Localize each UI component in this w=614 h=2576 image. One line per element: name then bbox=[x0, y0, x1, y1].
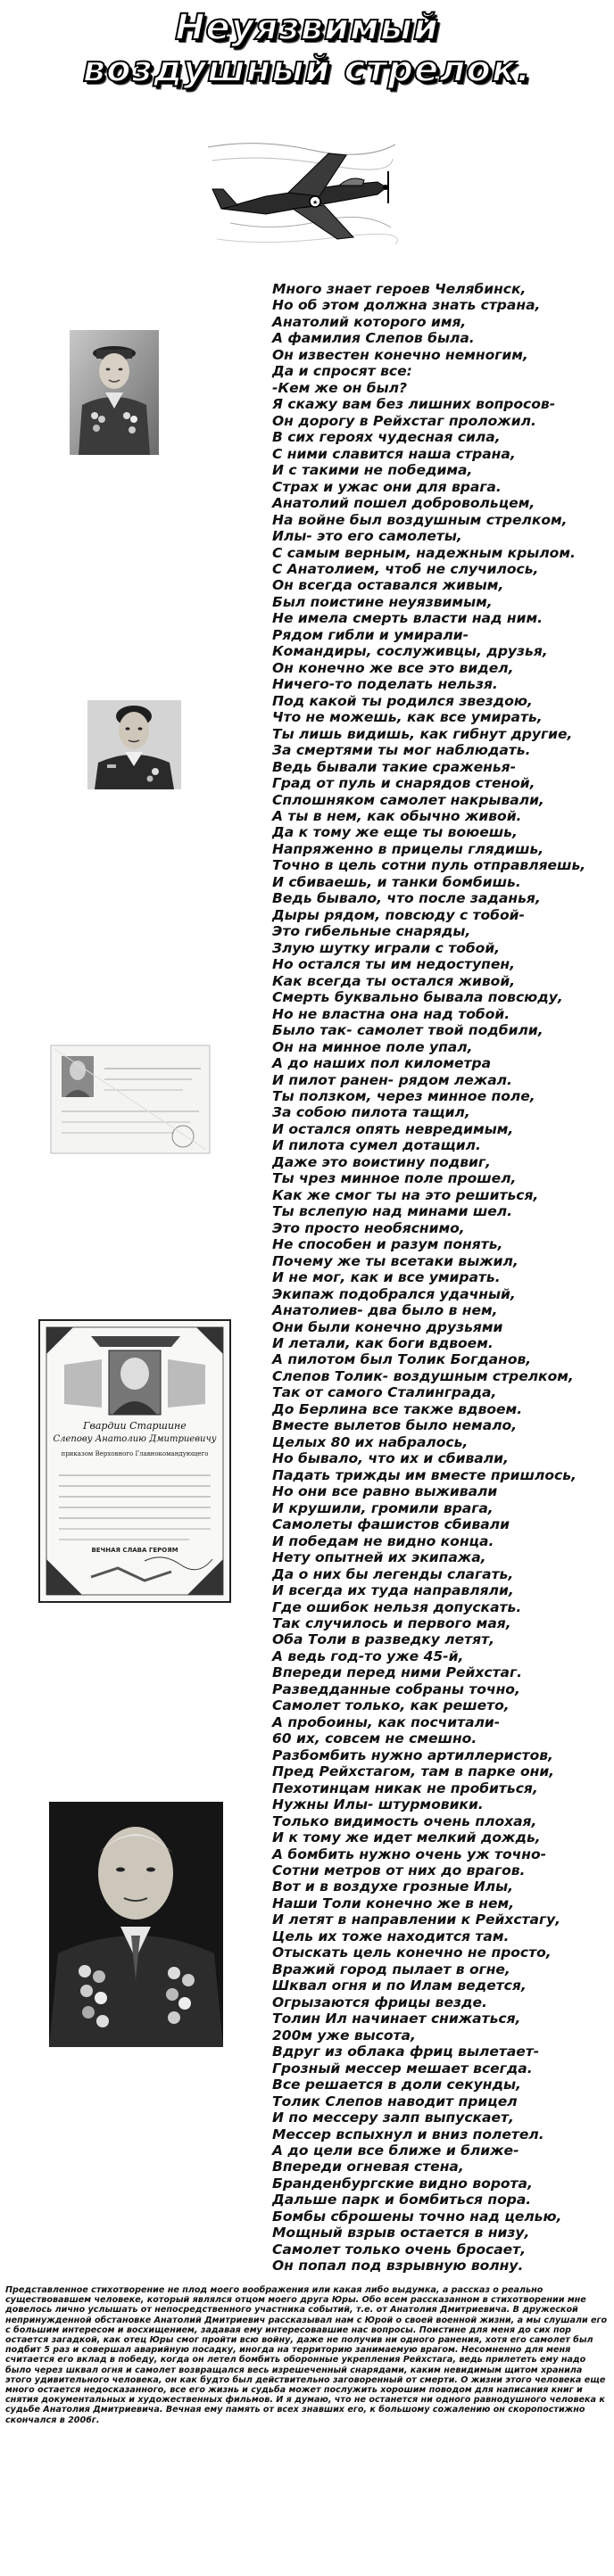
poem-line: -Кем же он был? bbox=[272, 379, 407, 396]
poem-line: Не способен и разум понять, bbox=[272, 1236, 503, 1253]
poem-line: Но они все равно выживали bbox=[272, 1483, 498, 1500]
poem-line: 200м уже высота, bbox=[272, 2027, 416, 2043]
poem-line: Они были конечно друзьями bbox=[272, 1318, 503, 1335]
poem-line: Пехотинцам никак не пробиться, bbox=[272, 1779, 538, 1796]
poem-line: Смерть буквально бывала повсюду, bbox=[272, 989, 563, 1006]
author-note: Представленное стихотворение не плод моего воображения или какая либо выдумка, а рассказ о реально существовавшем человеке, который являлся отцом моего друга Юры. Обо всем рассказанном в стихотворении мне довелось лично услышать от непосредственного участника событий, т.е. от Анатолия Дмитриевича. В дружеской непринужденной обстановке Анатолий Дмитриевич рассказывал нам с Юрой о своей военной жизни, а мы слушали его с большим интересом и восхищением, задавая ему интересовавшие нас вопросы. Поистине для меня до сих пор остается загадкой, как отец Юры смог пройти всю войну, даже не получив ни одного ранения, хотя его самолет был подбит 5 раз и совершал аварийную посадку, иногда на территорию занимаемую врагом. Несомненно для меня считается его вклад в победу, когда он летел бомбить оборонные укрепления Рейхстага, ведь прилететь ему надо было через шквал огня и самолет возвращался весь изрешеченный снарядами, каким невидимым щитом хранила этого удивительного человека, он как будто был действительно заговоренный от смерти. О жизни этого человека еще много остается недосказанного, все его жизнь и судьба может послужить хорошим поводом для написания книг и снятия документальных и художественных фильмов. И я думаю, что не останется ни одного равнодушного человека к судьбе Анатолия Дмитриевича. Вечная ему память от всех знавших его, к большому сожалению он скоропостижно скончался в 2006г. bbox=[5, 2285, 608, 2425]
award-certificate-graphic bbox=[37, 1318, 232, 1604]
poem-line: Что не можешь, как все умирать, bbox=[272, 709, 543, 726]
poem-line: Разбомбить нужно артиллеристов, bbox=[272, 1746, 553, 1763]
poem-line: Это просто необяснимо, bbox=[272, 1219, 465, 1236]
poem-line: Командиры, сослуживцы, друзья, bbox=[272, 643, 548, 660]
poem-line: Он на минное поле упал, bbox=[272, 1038, 473, 1055]
poem-line: И пилот ранен- рядом лежал. bbox=[272, 1071, 512, 1088]
poem-line: Илы- это его самолеты, bbox=[272, 528, 462, 545]
poem-line: Оба Толи в разведку летят, bbox=[272, 1631, 494, 1648]
poem-line: Даже это воистину подвиг, bbox=[272, 1153, 491, 1170]
poem-line: Вражий город пылает в огне, bbox=[272, 1961, 510, 1977]
poem-line: А ведь год-то уже 45-й, bbox=[272, 1647, 464, 1664]
il2-aircraft-drawing bbox=[203, 134, 400, 254]
poem-line: Вдруг из облака фриц вылетает- bbox=[272, 2043, 540, 2060]
poem-line: Ведь бывало, что после заданья, bbox=[272, 890, 541, 907]
poem-line: Только видимость очень плохая, bbox=[272, 1812, 537, 1829]
poem-line: Напряженно в прицелы глядишь, bbox=[272, 840, 544, 857]
page-title-line-1: Неуязвимый bbox=[175, 7, 439, 48]
poem-line: Толин Ил начинает снижаться, bbox=[272, 2010, 521, 2027]
poem-line: А пробоины, как посчитали- bbox=[272, 1713, 501, 1730]
poem-line: Ничего-то поделать нельзя. bbox=[272, 676, 498, 693]
svg-text:★: ★ bbox=[312, 199, 319, 206]
poem-line: Толик Слепов наводит прицел bbox=[272, 2093, 518, 2110]
poem-line: Впереди перед ними Рейхстаг. bbox=[272, 1664, 523, 1681]
poem-line: Слепов Толик- воздушным стрелком, bbox=[272, 1367, 574, 1384]
poem-line: Наши Толи конечно же в нем, bbox=[272, 1895, 515, 1911]
poem-line: И победам не видно конца. bbox=[272, 1532, 494, 1549]
poem-line: Все решается в доли секунды, bbox=[272, 2076, 521, 2093]
poem-line: За смертями ты мог наблюдать. bbox=[272, 742, 531, 759]
poem-line: Так случилось и первого мая, bbox=[272, 1614, 511, 1631]
poem-line: Да о них бы легенды слагать, bbox=[272, 1565, 514, 1582]
poem-line: За собою пилота тащил, bbox=[272, 1104, 470, 1121]
poem-line: Разведданные собраны точно, bbox=[272, 1680, 520, 1697]
poem-line: Анатолиев- два было в нем, bbox=[272, 1302, 498, 1319]
poem-line: И сбиваешь, и танки бомбишь. bbox=[272, 873, 521, 890]
poem-line: Целых 80 их набралось, bbox=[272, 1433, 469, 1450]
poem-line: А до цели все ближе и ближе- bbox=[272, 2142, 519, 2159]
poem-line: Дыры рядом, повсюду с тобой- bbox=[272, 906, 525, 923]
poem-line: Ты ползком, через минное поле, bbox=[272, 1087, 535, 1104]
poem-line: И всегда их туда направляли, bbox=[272, 1582, 514, 1599]
poem-line: И остался опять невредимым, bbox=[272, 1120, 514, 1137]
poem-line: А бомбить нужно очень уж точно- bbox=[272, 1845, 547, 1862]
poem-line: Нету опытней их экипажа, bbox=[272, 1549, 486, 1566]
poem-line: Да к тому же еще ты воюешь, bbox=[272, 824, 518, 841]
aircraft-illustration bbox=[203, 134, 400, 254]
poem-line: И летят в направлении к Рейхстагу, bbox=[272, 1911, 561, 1928]
poem-line: Падать трижды им вместе пришлось, bbox=[272, 1466, 577, 1483]
poem-line: Но остался ты им недоступен, bbox=[272, 956, 515, 973]
poem-line: С Анатолием, чтоб не случилось, bbox=[272, 560, 539, 577]
poem-line: И пилота сумел дотащил. bbox=[272, 1137, 481, 1154]
poem-line: Он известен конечно немногим, bbox=[272, 346, 528, 363]
poem-line: Анатолий пошел добровольцем, bbox=[272, 495, 535, 512]
poem-line: Он дорогу в Рейхстаг проложил. bbox=[272, 412, 536, 429]
portrait-veteran bbox=[49, 1802, 223, 2047]
poem-line: Вместе вылетов было немало, bbox=[272, 1417, 518, 1434]
portrait-young bbox=[87, 700, 181, 789]
poem-line: Страх и ужас они для врага. bbox=[272, 478, 502, 495]
poem-line: Злую шутку играли с тобой, bbox=[272, 939, 501, 956]
poem-line: Анатолий которого имя, bbox=[272, 313, 467, 330]
poem-line: Ведь бывали такие сраженья- bbox=[272, 758, 517, 775]
poem-line: Нужны Илы- штурмовики. bbox=[272, 1796, 484, 1813]
poem-line: Шквал огня и по Илам ведется, bbox=[272, 1977, 527, 1994]
poem-line: Но об этом должна знать страна, bbox=[272, 297, 541, 314]
poem-line: Вот и в воздухе грозные Илы, bbox=[272, 1878, 514, 1895]
poem-line: А ты в нем, как обычно живой. bbox=[272, 808, 522, 824]
poem-line: Огрызаются фрицы везде. bbox=[272, 1994, 487, 2010]
poem-line: Впереди огневая стена, bbox=[272, 2159, 464, 2176]
portrait-young-figure bbox=[87, 700, 181, 789]
portrait-uniform-figure bbox=[70, 330, 159, 455]
certificate-footer: ВЕЧНАЯ СЛАВА ГЕРОЯМ bbox=[91, 1547, 178, 1554]
poem-line: А до наших пол километра bbox=[272, 1055, 492, 1072]
certificate-name: Слепову Анатолию Дмитриевичу bbox=[53, 1434, 217, 1444]
poem-line: Точно в цель сотни пуль отправляешь, bbox=[272, 857, 586, 874]
poem-line: Самолет только, как решето, bbox=[272, 1697, 510, 1714]
poem-line: И не мог, как и все умирать. bbox=[272, 1269, 501, 1286]
poem-line: Под какой ты родился звездою, bbox=[272, 692, 533, 709]
poem-line: Но бывало, что их и сбивали, bbox=[272, 1450, 509, 1467]
poem-line: Ты лишь видишь, как гибнут другие, bbox=[272, 725, 573, 742]
poem-line: Пред Рейхстагом, там в парке они, bbox=[272, 1763, 555, 1780]
document-envelope bbox=[49, 1044, 212, 1155]
poem-line: В сих героях чудесная сила, bbox=[272, 429, 501, 446]
poem-line: И к тому же идет мелкий дождь, bbox=[272, 1829, 541, 1846]
poem-line: Но не властна она над тобой. bbox=[272, 1005, 510, 1022]
poem-line: И по мессеру залп выпускает, bbox=[272, 2110, 514, 2126]
poem-line: А пилотом был Толик Богданов, bbox=[272, 1351, 532, 1368]
poem-line: Самолеты фашистов сбивали bbox=[272, 1516, 510, 1533]
poem-line: Сплошняком самолет накрывали, bbox=[272, 791, 544, 808]
poem-line: Это гибельные снаряды, bbox=[272, 923, 471, 940]
poem-line: Рядом гибли и умирали- bbox=[272, 626, 469, 643]
poem-line: Самолет только очень бросает, bbox=[272, 2241, 527, 2258]
poem-line: И летали, как боги вдвоем. bbox=[272, 1335, 494, 1351]
award-certificate bbox=[37, 1318, 232, 1604]
poem-line: Он всегда оставался живым, bbox=[272, 577, 504, 594]
poem-line: Был поистине неуязвимым, bbox=[272, 593, 493, 610]
portrait-veteran-figure bbox=[49, 1802, 223, 2047]
poem-line: Не имела смерть власти над ним. bbox=[272, 610, 543, 627]
poem-line: Было так- самолет твой подбили, bbox=[272, 1022, 543, 1039]
poem-line: Мессер вспыхнул и вниз полетел. bbox=[272, 2126, 544, 2143]
page-title-line-2: воздушный стрелок. bbox=[82, 49, 532, 90]
poem bbox=[272, 281, 611, 2275]
poem-line: Много знает героев Челябинск, bbox=[272, 281, 527, 297]
poem-line: С самым верным, надежным крылом. bbox=[272, 544, 576, 561]
poem-line: Сотни метров от них до врагов. bbox=[272, 1862, 526, 1878]
poem-line: Цель их тоже находится там. bbox=[272, 1928, 510, 1944]
poem-line: Да и спросят все: bbox=[272, 363, 412, 380]
poem-line: Почему же ты всетаки выжил, bbox=[272, 1252, 519, 1269]
poem-line: С ними славится наша страна, bbox=[272, 445, 516, 462]
poem-line: Как же смог ты на это решиться, bbox=[272, 1186, 539, 1203]
poem-line: Отыскать цель конечно не просто, bbox=[272, 1944, 552, 1961]
certificate-body: приказом Верховного Главнокомандующего bbox=[61, 1450, 209, 1457]
portrait-uniform bbox=[70, 330, 159, 455]
poem-line: Так от самого Сталинграда, bbox=[272, 1384, 497, 1401]
poem-line: И крушили, громили врага, bbox=[272, 1499, 494, 1516]
poem-line: Мощный взрыв остается в низу, bbox=[272, 2225, 530, 2242]
poem-line: И с такими не победима, bbox=[272, 462, 473, 479]
poem-line: На войне был воздушным стрелком, bbox=[272, 511, 568, 528]
poem-line: Грозный мессер мешает всегда. bbox=[272, 2060, 533, 2076]
poem-line: Дальше парк и бомбиться пора. bbox=[272, 2192, 532, 2209]
poem-line: Бомбы сброшены точно над целью, bbox=[272, 2208, 562, 2225]
poem-line: До Берлина все также вдвоем. bbox=[272, 1400, 523, 1417]
poem-line: Град от пуль и снарядов стеной, bbox=[272, 775, 535, 792]
poem-line: Как всегда ты остался живой, bbox=[272, 972, 516, 989]
certificate-header: Гвардии Старшине bbox=[83, 1420, 187, 1432]
page-title bbox=[0, 7, 614, 91]
poem-line: А фамилия Слепов была. bbox=[272, 330, 475, 347]
poem-line: Бранденбургские видно ворота, bbox=[272, 2175, 533, 2192]
poem-line: Ты вслепую над минами шел. bbox=[272, 1203, 513, 1220]
poem-line: Он попал под взрывную волну. bbox=[272, 2258, 524, 2275]
poem-line: Он конечно же все это видел, bbox=[272, 659, 514, 676]
poem-line: 60 их, совсем не смешно. bbox=[272, 1730, 477, 1747]
document-envelope-graphic bbox=[49, 1044, 212, 1155]
poem-line: Ты чрез минное поле прошел, bbox=[272, 1170, 517, 1187]
poem-line: Я скажу вам без лишних вопросов- bbox=[272, 396, 556, 413]
poem-line: Экипаж подобрался удачный, bbox=[272, 1285, 516, 1302]
poem-line: Где ошибок нельзя допускать. bbox=[272, 1598, 522, 1615]
